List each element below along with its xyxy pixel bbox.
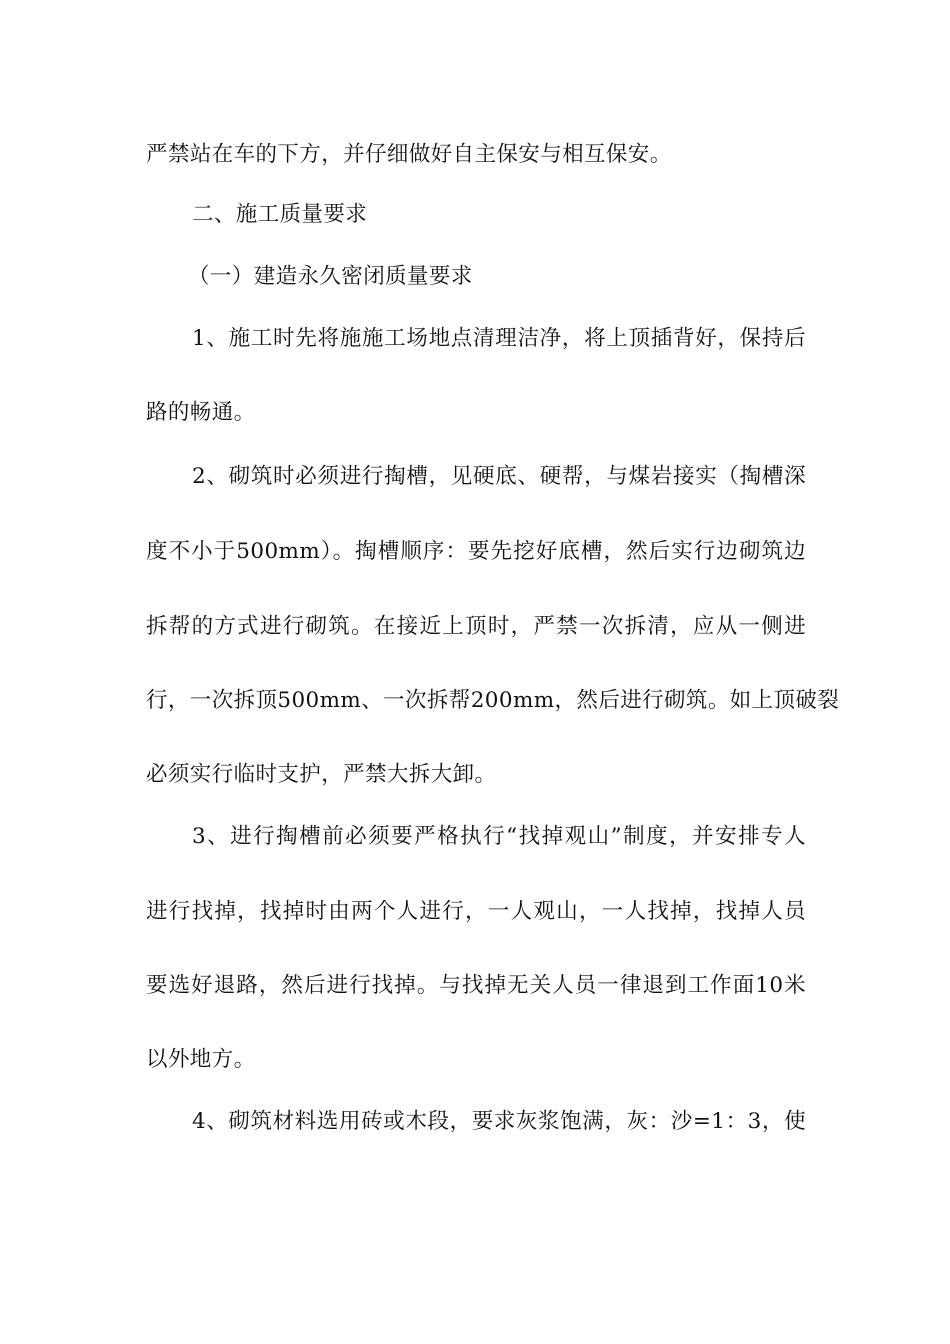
paragraph-line: 要选好退路，然后进行找掉。与找掉无关人员一律退到工作面10米 [146, 973, 806, 998]
paragraph-line: 1、施工时先将施施工场地点清理洁净，将上顶插背好，保持后 [192, 326, 806, 351]
paragraph-line: 3、进行掏槽前必须要严格执行“找掉观山”制度，并安排专人 [192, 824, 806, 849]
section-heading: 二、施工质量要求 [192, 202, 368, 227]
paragraph-line: 严禁站在车的下方，并仔细做好自主保安与相互保安。 [146, 142, 672, 167]
paragraph-line: 行，一次拆顶500mm、一次拆帮200mm，然后进行砌筑。如上顶破裂 [146, 688, 840, 713]
paragraph-line: 必须实行临时支护，严禁大拆大卸。 [146, 762, 497, 787]
paragraph-line: 4、砌筑材料选用砖或木段，要求灰浆饱满，灰：沙=1：3，使 [192, 1109, 806, 1134]
paragraph-line: 2、砌筑时必须进行掏槽，见硬底、硬帮，与煤岩接实（掏槽深 [192, 464, 806, 489]
paragraph-line: 以外地方。 [146, 1047, 256, 1072]
paragraph-line: 度不小于500mm）。掏槽顺序：要先挖好底槽，然后实行边砌筑边 [146, 539, 806, 564]
paragraph-line: 拆帮的方式进行砌筑。在接近上顶时，严禁一次拆清，应从一侧进 [146, 614, 806, 639]
subsection-heading: （一）建造永久密闭质量要求 [188, 264, 473, 289]
paragraph-line: 进行找掉，找掉时由两个人进行，一人观山，一人找掉，找掉人员 [146, 899, 806, 924]
paragraph-line: 路的畅通。 [146, 400, 256, 425]
